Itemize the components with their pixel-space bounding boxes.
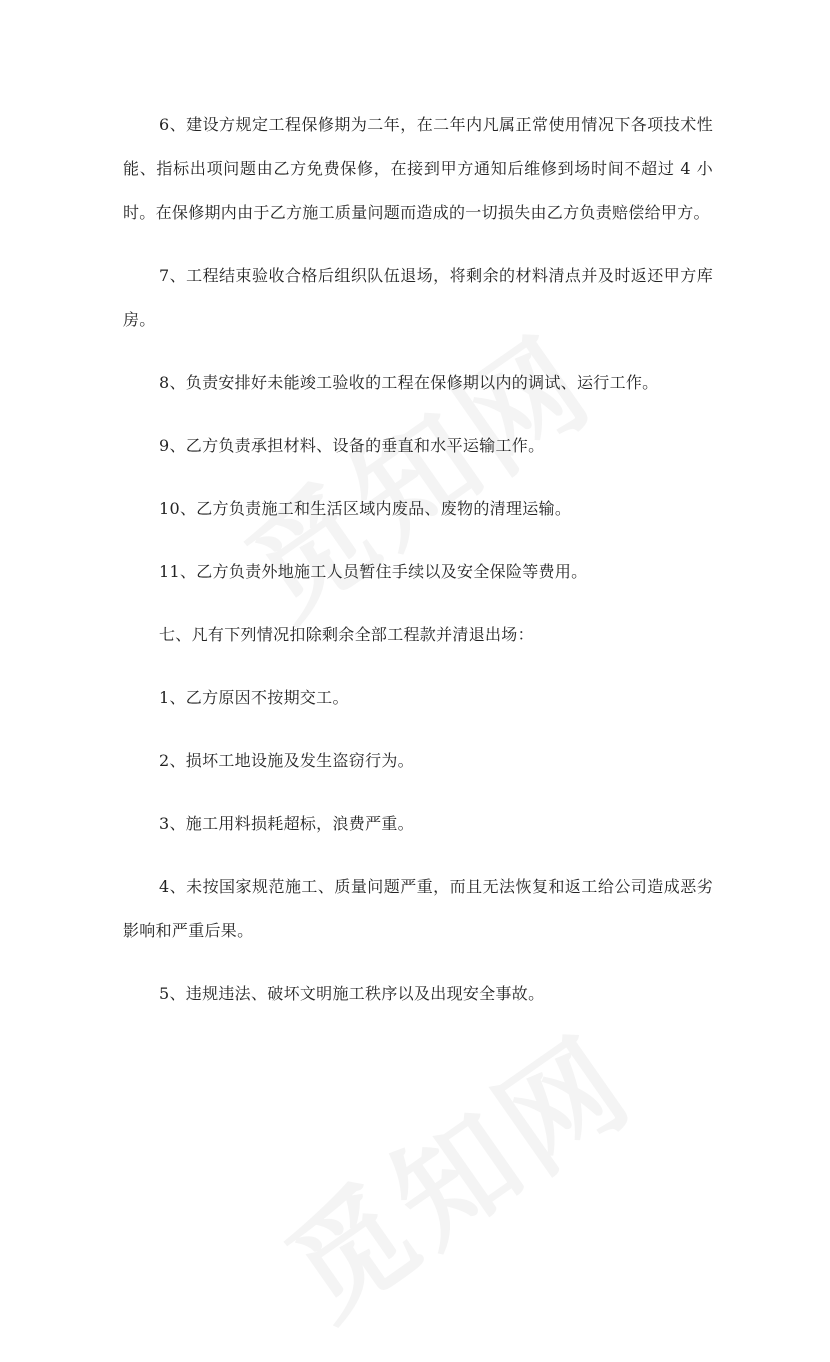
document-body [123,103,713,1035]
paragraph-site-exit: 7、工程结束验收合格后组织队伍退场，将剩余的材料清点并及时返还甲方库房。 [123,266,713,329]
watermark-text-lower [246,982,664,1358]
paragraph-waste-cleanup: 10、乙方负责施工和生活区域内废品、废物的清理运输。 [159,499,572,518]
paragraph-late-delivery: 1、乙方原因不按期交工。 [159,688,349,707]
paragraph-worker-insurance: 11、乙方负责外地施工人员暂住手续以及安全保险等费用。 [159,562,588,581]
paragraph-material-waste: 3、施工用料损耗超标，浪费严重。 [159,814,414,833]
paragraph-theft-damage: 2、损坏工地设施及发生盗窃行为。 [159,751,414,770]
paragraph-warranty-period: 6、建设方规定工程保修期为二年，在二年内凡属正常使用情况下各项技术性能、指标出项问题由乙方免费保修，在接到甲方通知后维修到场时间不超过 4 小时。在保修期内由于乙方施工质量问题而造成的一切损失由乙方负责赔偿给甲方。 [123,115,713,222]
paragraph-commissioning: 8、负责安排好未能竣工验收的工程在保修期以内的调试、运行工作。 [159,373,659,392]
paragraph-quality-issues: 4、未按国家规范施工、质量问题严重，而且无法恢复和返工给公司造成恶劣影响和严重后果。 [123,877,713,940]
paragraph-safety-violations: 5、违规违法、破坏文明施工秩序以及出现安全事故。 [159,984,545,1003]
section-heading-deductions: 七、凡有下列情况扣除剩余全部工程款并清退出场： [159,625,534,644]
paragraph-transport: 9、乙方负责承担材料、设备的垂直和水平运输工作。 [159,436,545,455]
